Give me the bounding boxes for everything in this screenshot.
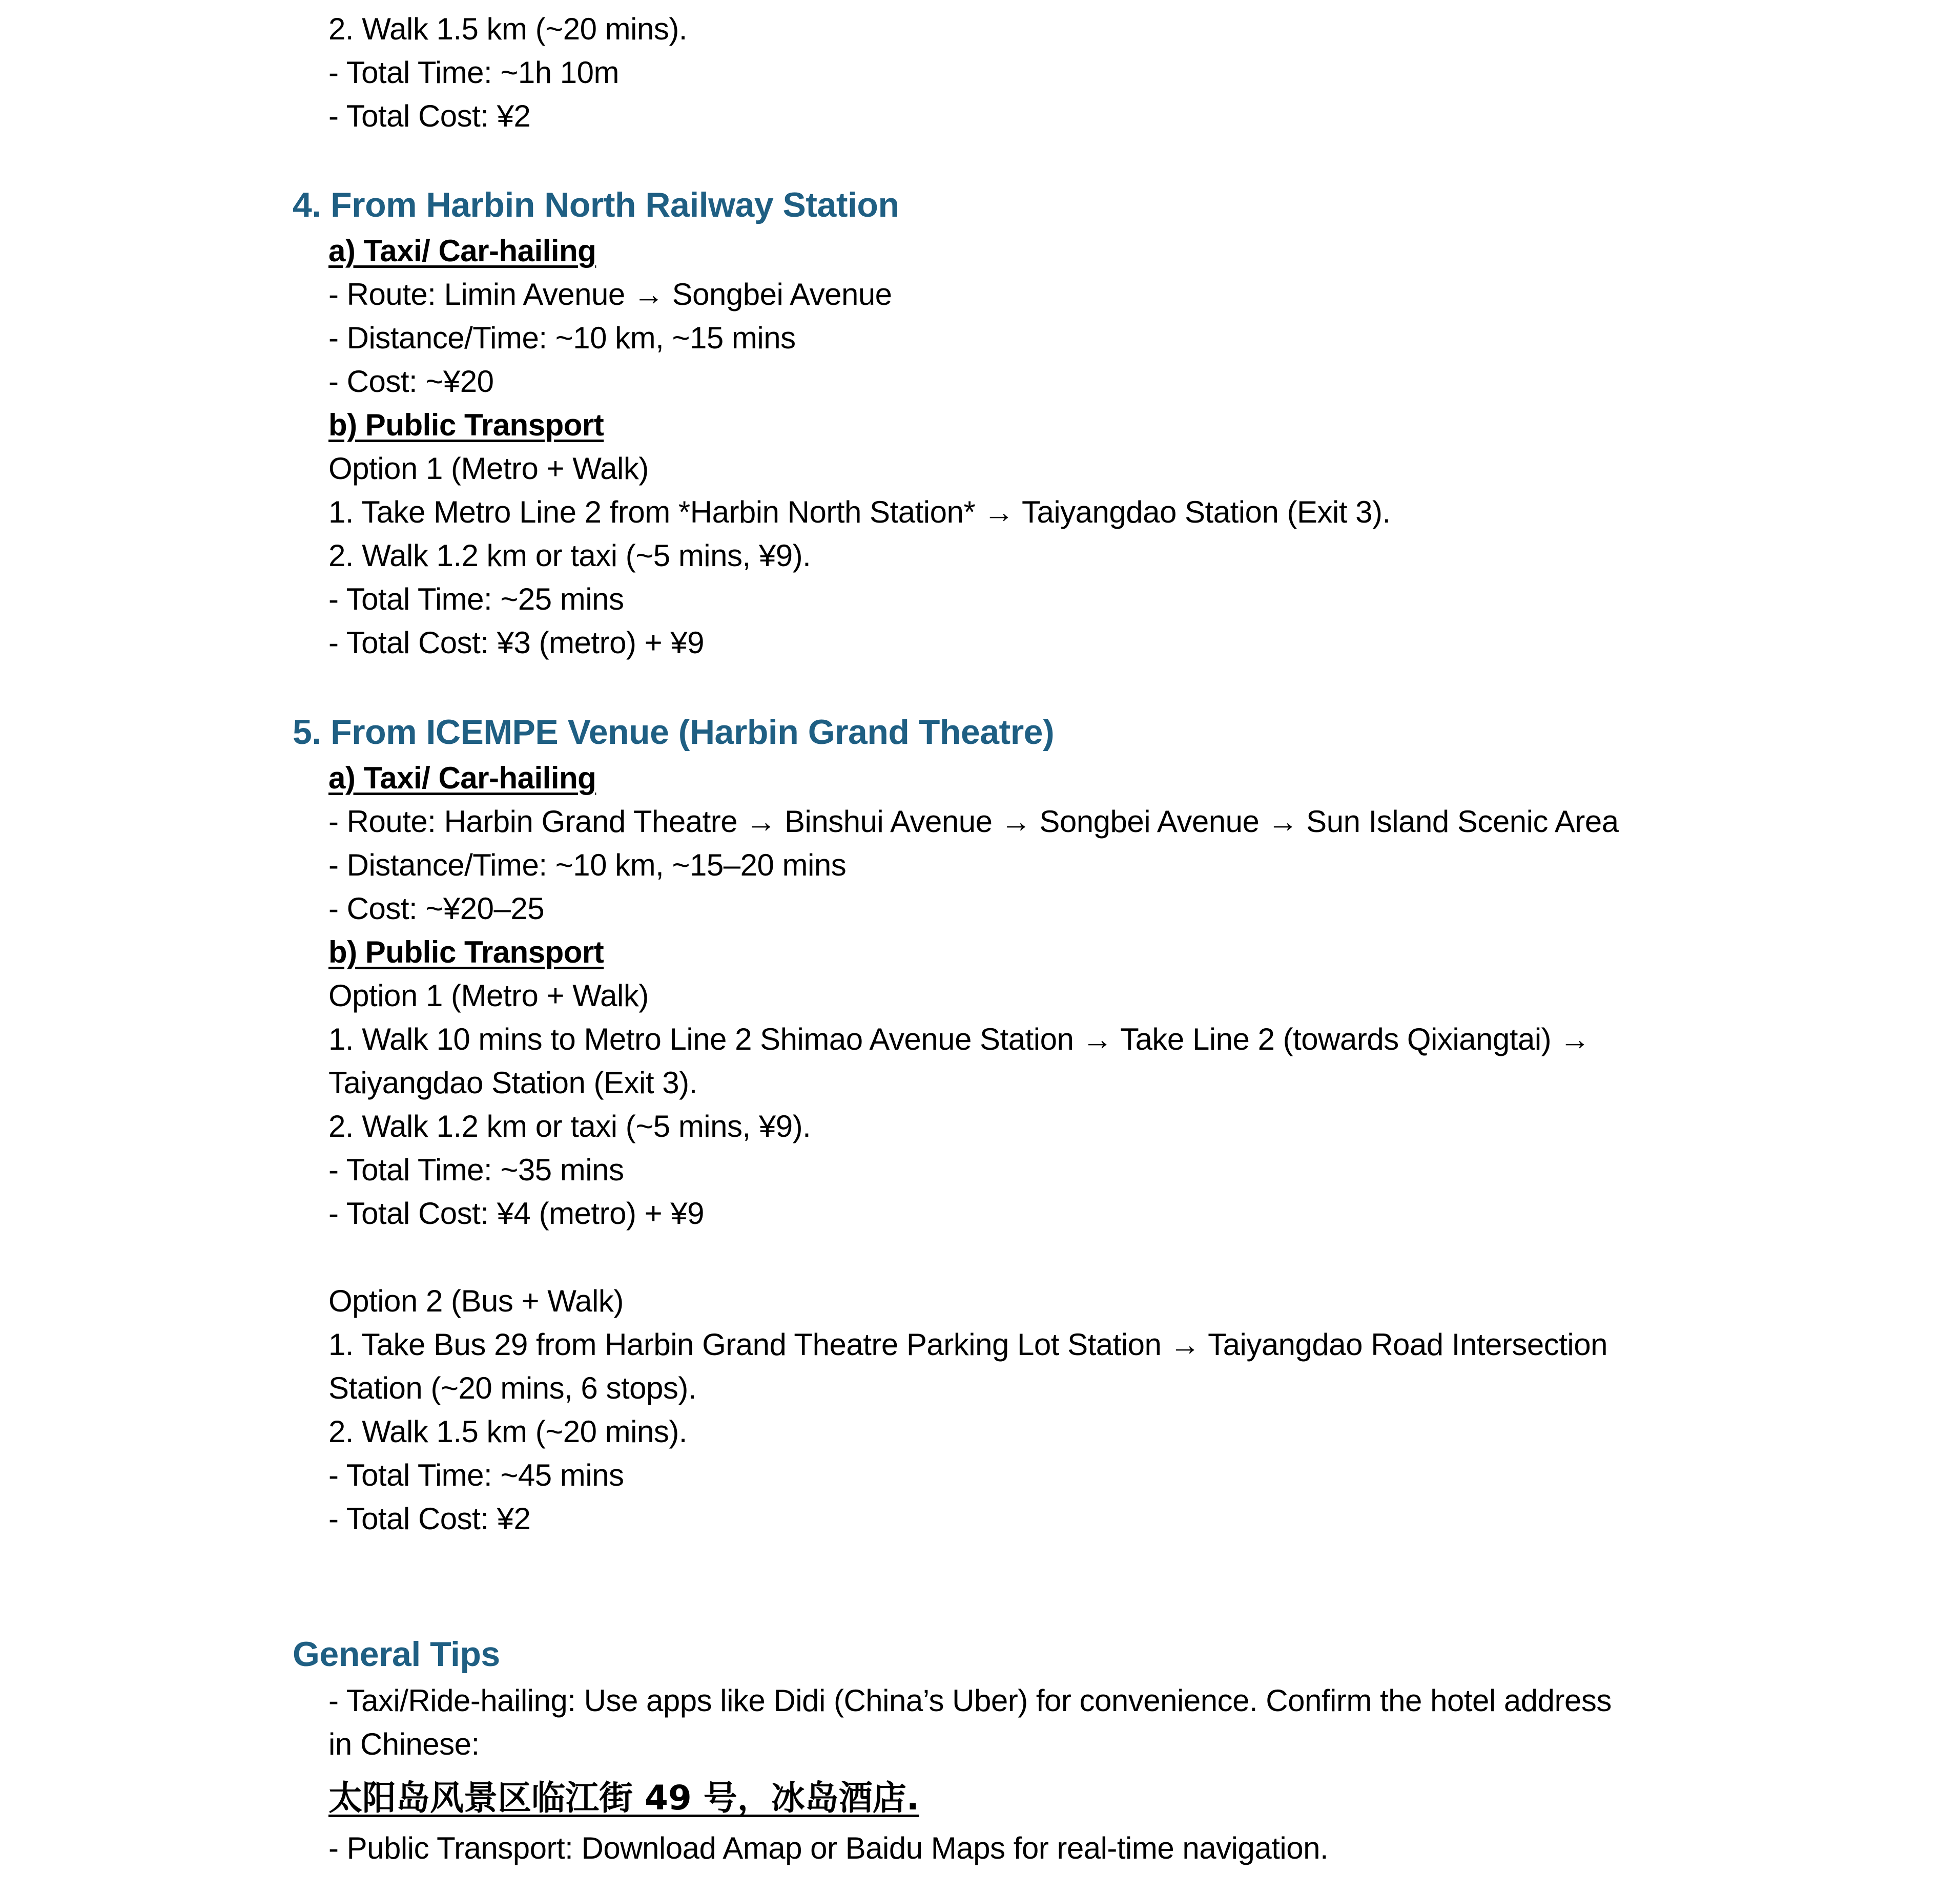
section-heading-icempe-venue: 5. From ICEMPE Venue (Harbin Grand Theatre) <box>293 713 1055 752</box>
option-label: Option 1 (Metro + Walk) <box>328 451 649 486</box>
tip-line-cont: in Chinese: <box>328 1727 480 1761</box>
step-line: 1. Take Bus 29 from Harbin Grand Theatre Parking Lot Station → Taiyangdao Road Intersection <box>328 1327 1607 1362</box>
step-line-cont: Taiyangdao Station (Exit 3). <box>328 1066 697 1100</box>
section-heading-general-tips: General Tips <box>293 1635 500 1674</box>
hotel-address-chinese: 太阳岛风景区临江街 49 号，冰岛酒店. <box>328 1778 919 1818</box>
subheading-public-transport: b) Public Transport <box>328 408 604 442</box>
cost-line: - Cost: ~¥20–25 <box>328 891 545 926</box>
cost-line: - Cost: ~¥20 <box>328 364 494 399</box>
tip-line: - Taxi/Ride-hailing: Use apps like Didi (China’s Uber) for convenience. Confirm the hotel address <box>328 1683 1612 1718</box>
subheading-public-transport: b) Public Transport <box>328 935 604 969</box>
total-cost: - Total Cost: ¥2 <box>328 99 531 133</box>
total-time: - Total Time: ~25 mins <box>328 582 624 616</box>
distance-line: - Distance/Time: ~10 km, ~15 mins <box>328 321 796 355</box>
option-label: Option 1 (Metro + Walk) <box>328 978 649 1013</box>
total-time: - Total Time: ~45 mins <box>328 1458 624 1492</box>
route-line: - Route: Limin Avenue → Songbei Avenue <box>328 277 892 311</box>
total-time: - Total Time: ~1h 10m <box>328 55 619 90</box>
total-time: - Total Time: ~35 mins <box>328 1153 624 1187</box>
step-line: 1. Walk 10 mins to Metro Line 2 Shimao Avenue Station → Take Line 2 (towards Qixiangtai) → <box>328 1022 1590 1056</box>
route-line: - Route: Harbin Grand Theatre → Binshui Avenue → Songbei Avenue → Sun Island Scenic Area <box>328 804 1619 839</box>
walk-step: 2. Walk 1.5 km (~20 mins). <box>328 12 687 46</box>
subheading-taxi: a) Taxi/ Car-hailing <box>328 234 596 268</box>
total-cost: - Total Cost: ¥2 <box>328 1502 531 1536</box>
step-line-cont: Station (~20 mins, 6 stops). <box>328 1371 697 1405</box>
step-line: 2. Walk 1.5 km (~20 mins). <box>328 1414 687 1449</box>
total-cost: - Total Cost: ¥3 (metro) + ¥9 <box>328 626 705 660</box>
tip-line: - Public Transport: Download Amap or Baidu Maps for real-time navigation. <box>328 1831 1329 1865</box>
step-line: 1. Take Metro Line 2 from *Harbin North Station* → Taiyangdao Station (Exit 3). <box>328 495 1391 529</box>
step-line: 2. Walk 1.2 km or taxi (~5 mins, ¥9). <box>328 538 811 573</box>
section-heading-harbin-north: 4. From Harbin North Railway Station <box>293 185 899 224</box>
total-cost: - Total Cost: ¥4 (metro) + ¥9 <box>328 1196 705 1231</box>
distance-line: - Distance/Time: ~10 km, ~15–20 mins <box>328 848 847 882</box>
subheading-taxi: a) Taxi/ Car-hailing <box>328 761 596 795</box>
step-line: 2. Walk 1.2 km or taxi (~5 mins, ¥9). <box>328 1109 811 1143</box>
option-label: Option 2 (Bus + Walk) <box>328 1284 624 1318</box>
